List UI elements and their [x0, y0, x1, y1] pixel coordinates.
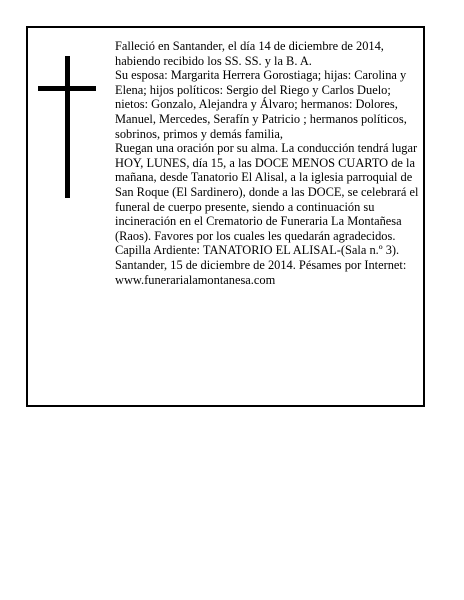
obituary-notice — [26, 26, 425, 407]
death-announcement: Falleció en Santander, el día 14 de diciembre de 2014, habiendo recibido los SS. SS. y la B. A. — [115, 39, 384, 68]
date-and-condolences: Santander, 15 de diciembre de 2014. Pésames por Internet: www.funerarialamontanesa.com — [115, 257, 407, 287]
family-list: Su esposa: Margarita Herrera Gorostiaga; hijas: Carolina y Elena; hijos políticos: Sergio del Riego y Carlos Duelo; nietos: Gonzalo, Alejandra y Álvaro; hermanos: Dolores, Manuel, Mercedes, Serafín y Patricio ; hermanos políticos, sobrinos, primos y demás familia, — [115, 68, 407, 141]
cross-icon — [38, 56, 96, 198]
cross-vertical-bar — [65, 56, 70, 198]
cross-horizontal-bar — [38, 86, 96, 91]
obituary-text — [115, 39, 421, 287]
funeral-details: Ruegan una oración por su alma. La conducción tendrá lugar HOY, LUNES, día 15, a las DOCE MENOS CUARTO de la mañana, desde Tanatorio El Alisal, a la iglesia parroquial de San Roque (El Sardinero), donde a las DOCE, se celebrará el funeral de cuerpo presente, siendo a continuación su incineración en el Crematorio de Funeraria La Montañesa (Raos). Favores por los cuales les quedarán agradecidos. Capilla Ardiente: TANATORIO EL ALISAL-(Sala n.º 3). — [115, 141, 419, 258]
